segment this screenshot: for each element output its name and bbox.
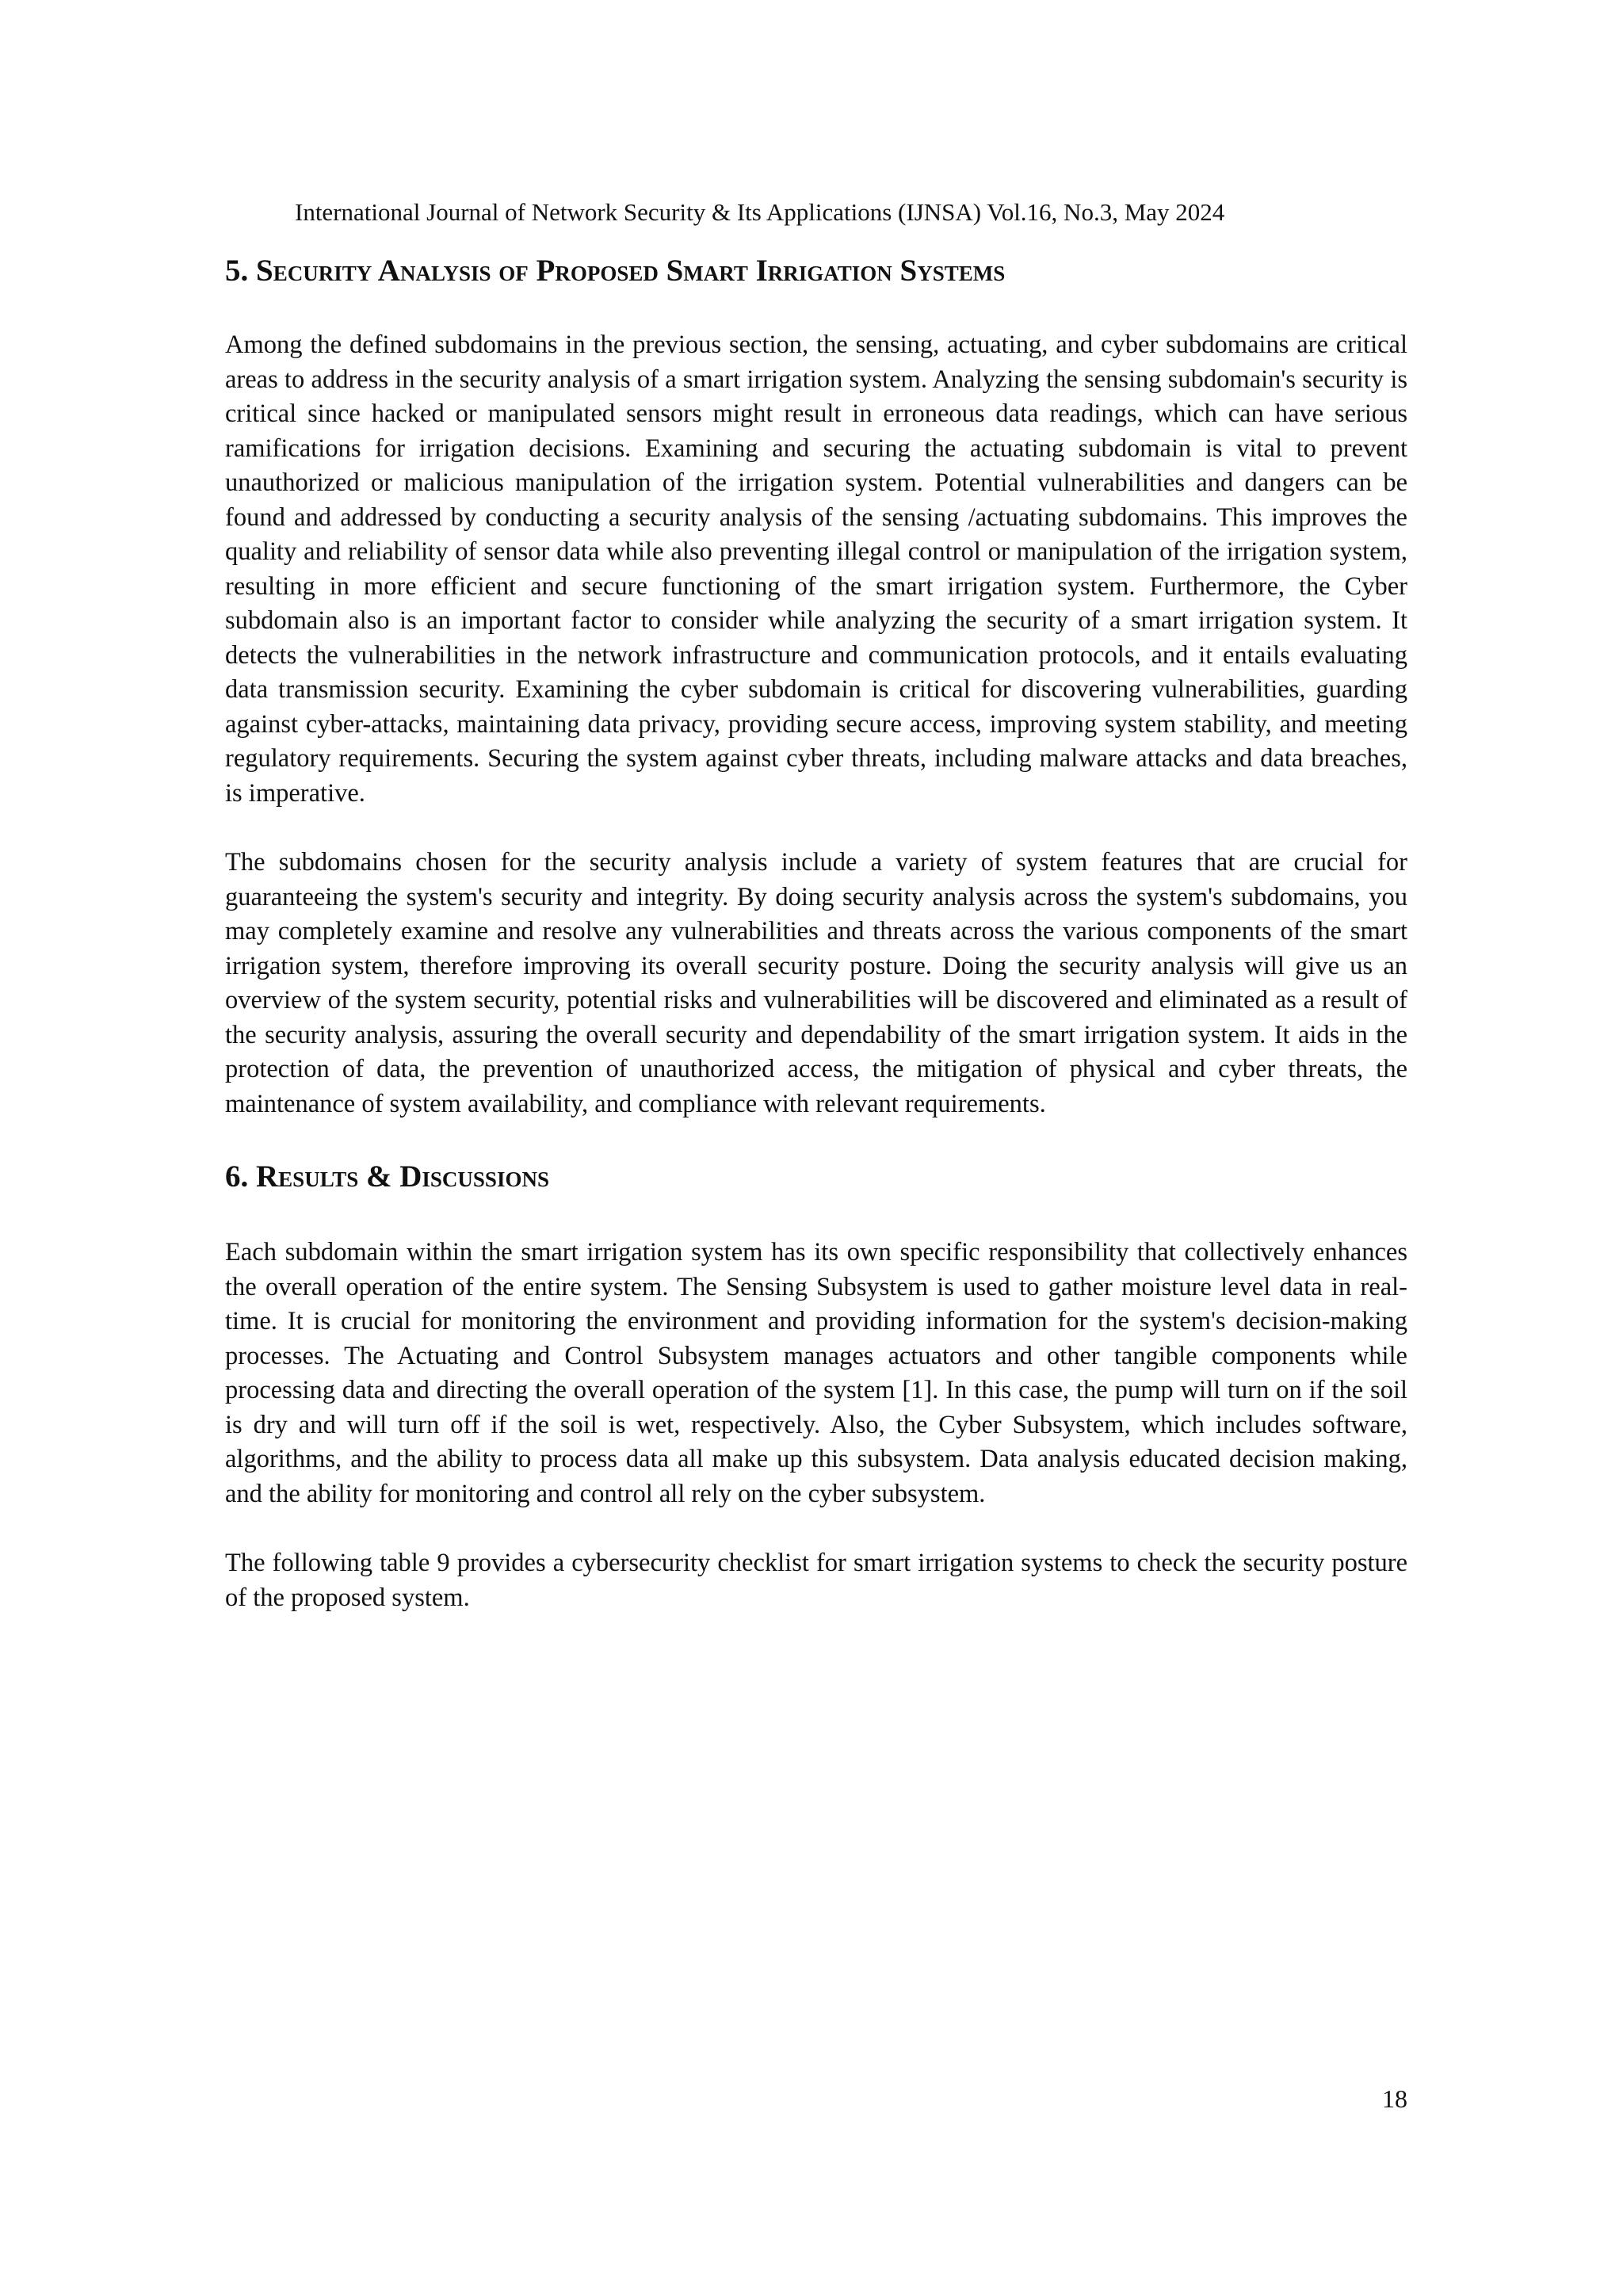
section-results-discussions [225,1156,1407,1615]
body-paragraph: Each subdomain within the smart irrigation system has its own specific responsibility that collectively enhances the overall operation of the entire system. The Sensing Subsystem is used to gather moisture level data in real-time. It is crucial for monitoring the environment and providing information for the system's decision-making processes. The Actuating and Control Subsystem manages actuators and other tangible components while processing data and directing the overall operation of the system [1]. In this case, the pump will turn on if the soil is dry and will turn off if the soil is wet, respectively. Also, the Cyber Subsystem, which includes software, algorithms, and the ability to process data all make up this subsystem. Data analysis educated decision making, and the ability for monitoring and control all rely on the cyber subsystem. [225,1238,1407,1508]
body-paragraph: Among the defined subdomains in the previous section, the sensing, actuating, and cyber subdomains are critical areas to address in the security analysis of a smart irrigation system. Analyzing the sensing subdomain's security is critical since hacked or manipulated sensors might result in erroneous data readings, which can have serious ramifications for irrigation decisions. Examining and securing the actuating subdomain is vital to prevent unauthorized or malicious manipulation of the irrigation system. Potential vulnerabilities and dangers can be found and addressed by conducting a security analysis of the sensing /actuating subdomains. This improves the quality and reliability of sensor data while also preventing illegal control or manipulation of the irrigation system, resulting in more efficient and secure functioning of the smart irrigation system. Furthermore, the Cyber subdomain also is an important factor to consider while analyzing the security of a smart irrigation system. It detects the vulnerabilities in the network infrastructure and communication protocols, and it entails evaluating data transmission security. Examining the cyber subdomain is critical for discovering vulnerabilities, guarding against cyber-attacks, maintaining data privacy, providing secure access, improving system stability, and meeting regulatory requirements. Securing the system against cyber threats, including malware attacks and data breaches, is imperative. [225,330,1407,808]
page-number: 18 [1382,2084,1407,2113]
page-content [225,250,1407,1650]
body-paragraph: The subdomains chosen for the security analysis include a variety of system features that are crucial for guaranteeing the system's security and integrity. By doing security analysis across the system's subdomains, you may completely examine and resolve any vulnerabilities and threats across the various components of the smart irrigation system, therefore improving its overall security posture. Doing the security analysis will give us an overview of the system security, potential risks and vulnerabilities will be discovered and eliminated as a result of the security analysis, assuring the overall security and dependability of the smart irrigation system. It aids in the protection of data, the prevention of unauthorized access, the mitigation of physical and cyber threats, the maintenance of system availability, and compliance with relevant requirements. [225,848,1407,1118]
section-security-analysis [225,250,1407,1121]
body-paragraph: The following table 9 provides a cybersecurity checklist for smart irrigation systems to check the security posture of the proposed system. [225,1549,1407,1612]
section-heading: 6. Results & Discussions [225,1159,549,1194]
section-heading: 5. Security Analysis of Proposed Smart Irrigation Systems [225,254,1006,288]
running-header: International Journal of Network Security & Its Applications (IJNSA) Vol.16, No.3, May 2024 [295,198,1225,226]
